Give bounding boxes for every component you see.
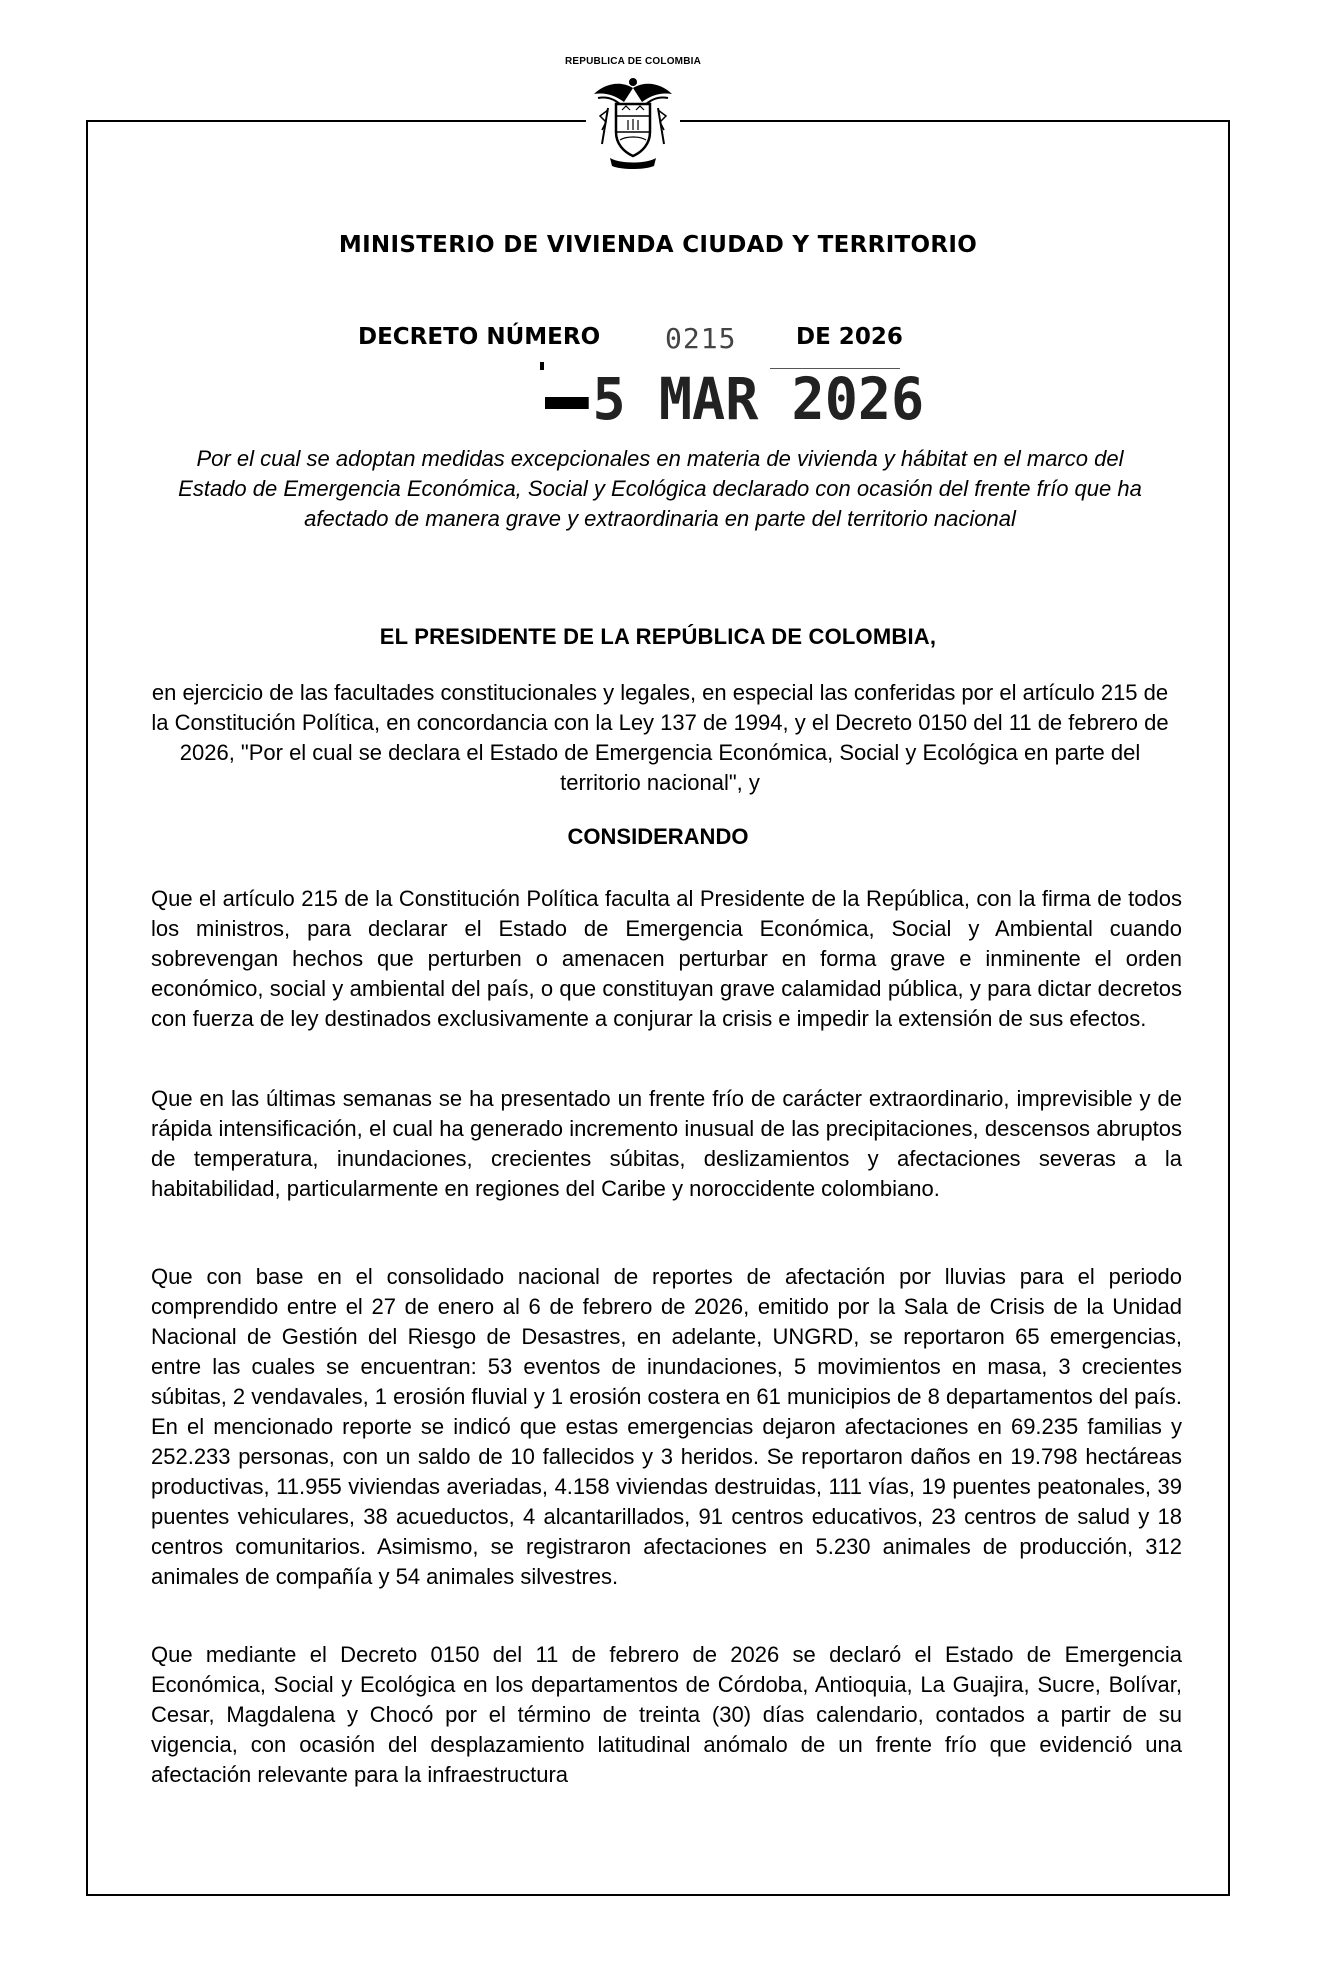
considerando-paragraph-1: Que el artículo 215 de la Constitución Política faculta al Presidente de la República, con la firma de todos los ministros, para declarar el Estado de Emergencia Económica, Social y Ambiental cuando sobrevengan hechos que perturben o amenacen perturbar en forma grave e inminente el orden económico, social y ambiental del país, o que constituyan grave calamidad pública, y para dictar decretos con fuerza de ley destinados exclusivamente a conjurar la crisis e impedir la extensión de sus efectos. <box>151 886 1182 1031</box>
decree-label: DECRETO NÚMERO <box>358 324 601 350</box>
frame-top-right-rule <box>680 120 1229 122</box>
date-stamp <box>545 365 925 433</box>
considerando-paragraph-2: Que en las últimas semanas se ha presentado un frente frío de carácter extraordinario, imprevisible y de rápida intensificación, el cual ha generado incremento inusual de las precipitaciones, descensos abruptos de temperatura, inundaciones, crecientes súbitas, deslizamientos y afectaciones severas a la habitabilidad, particularmente en regiones del Caribe y noroccidente colombiano. <box>151 1086 1182 1201</box>
considerando-paragraph-3: Que con base en el consolidado nacional de reportes de afectación por lluvias para el periodo comprendido entre el 27 de enero al 6 de febrero de 2026, emitido por la Sala de Crisis de la Unidad Nacional de Gestión del Riesgo de Desastres, en adelante, UNGRD, se reportaron 65 emergencias, entre las cuales se encuentran: 53 eventos de inundaciones, 5 movimientos en masa, 3 crecientes súbitas, 2 vendavales, 1 erosión fluvial y 1 erosión costera en 61 municipios de 8 departamentos del país. En el mencionado reporte se indicó que estas emergencias dejaron afectaciones en 69.235 familias y 252.233 personas, con un saldo de 10 fallecidos y 3 heridos. Se reportaron daños en 19.798 hectáreas productivas, 11.955 viviendas averiadas, 4.158 viviendas destruidas, 111 vías, 19 puentes peatonales, 39 puentes vehiculares, 38 acueductos, 4 alcantarillados, 91 centros educativos, 23 centros de salud y 18 centros comunitarios. Asimismo, se registraron afectaciones en 5.230 animales de producción, 312 animales de compañía y 54 animales silvestres. <box>151 1264 1182 1589</box>
faculties-paragraph: en ejercicio de las facultades constitucionales y legales, en especial las conferidas por el artículo 215 de la Constitución Política, en concordancia con la Ley 137 de 1994, y el Decreto 0150 del 11 de febrero de 2026, "Por el cual se declara el Estado de Emergencia Económica, Social y Ecológica en parte del territorio nacional", y <box>151 680 1169 795</box>
frame-top-left-rule <box>86 120 586 122</box>
decree-epigraph: Por el cual se adoptan medidas excepcionales en materia de vivienda y hábitat en el marco del Estado de Emergencia Económica, Social y Ecológica declarado con ocasión del frente frío que ha afectado de manera grave y extraordinaria en parte del territorio nacional <box>178 446 1142 531</box>
frame-right-rule <box>1228 120 1230 1895</box>
decree-header <box>0 324 1320 360</box>
considerando-paragraph-4: Que mediante el Decreto 0150 del 11 de febrero de 2026 se declaró el Estado de Emergencia Económica, Social y Ecológica en los departamentos de Córdoba, Antioquia, La Guajira, Sucre, Bolívar, Cesar, Magdalena y Chocó por el término de treinta (30) días calendario, contados a partir de su vigencia, con ocasión del desplazamiento latitudinal anómalo de un frente frío que evidenció una afectación relevante para la infraestructura <box>151 1642 1182 1787</box>
frame-bottom-rule <box>86 1894 1230 1896</box>
president-heading: EL PRESIDENTE DE LA REPÚBLICA DE COLOMBIA, <box>379 624 937 649</box>
decree-number: 0215 <box>665 322 737 355</box>
colombia-coat-of-arms-icon <box>590 74 676 170</box>
considerando-heading: CONSIDERANDO <box>567 824 749 849</box>
date-stamp-text: 5 MAR 2026 <box>592 365 925 433</box>
republica-label: REPUBLICA DE COLOMBIA <box>564 56 702 67</box>
frame-left-rule <box>86 120 88 1895</box>
ministry-title: MINISTERIO DE VIVIENDA CIUDAD Y TERRITORIO <box>338 232 978 258</box>
decree-year: DE 2026 <box>796 324 903 350</box>
stamp-tick-mark <box>540 362 544 370</box>
stamp-dash <box>545 397 589 409</box>
